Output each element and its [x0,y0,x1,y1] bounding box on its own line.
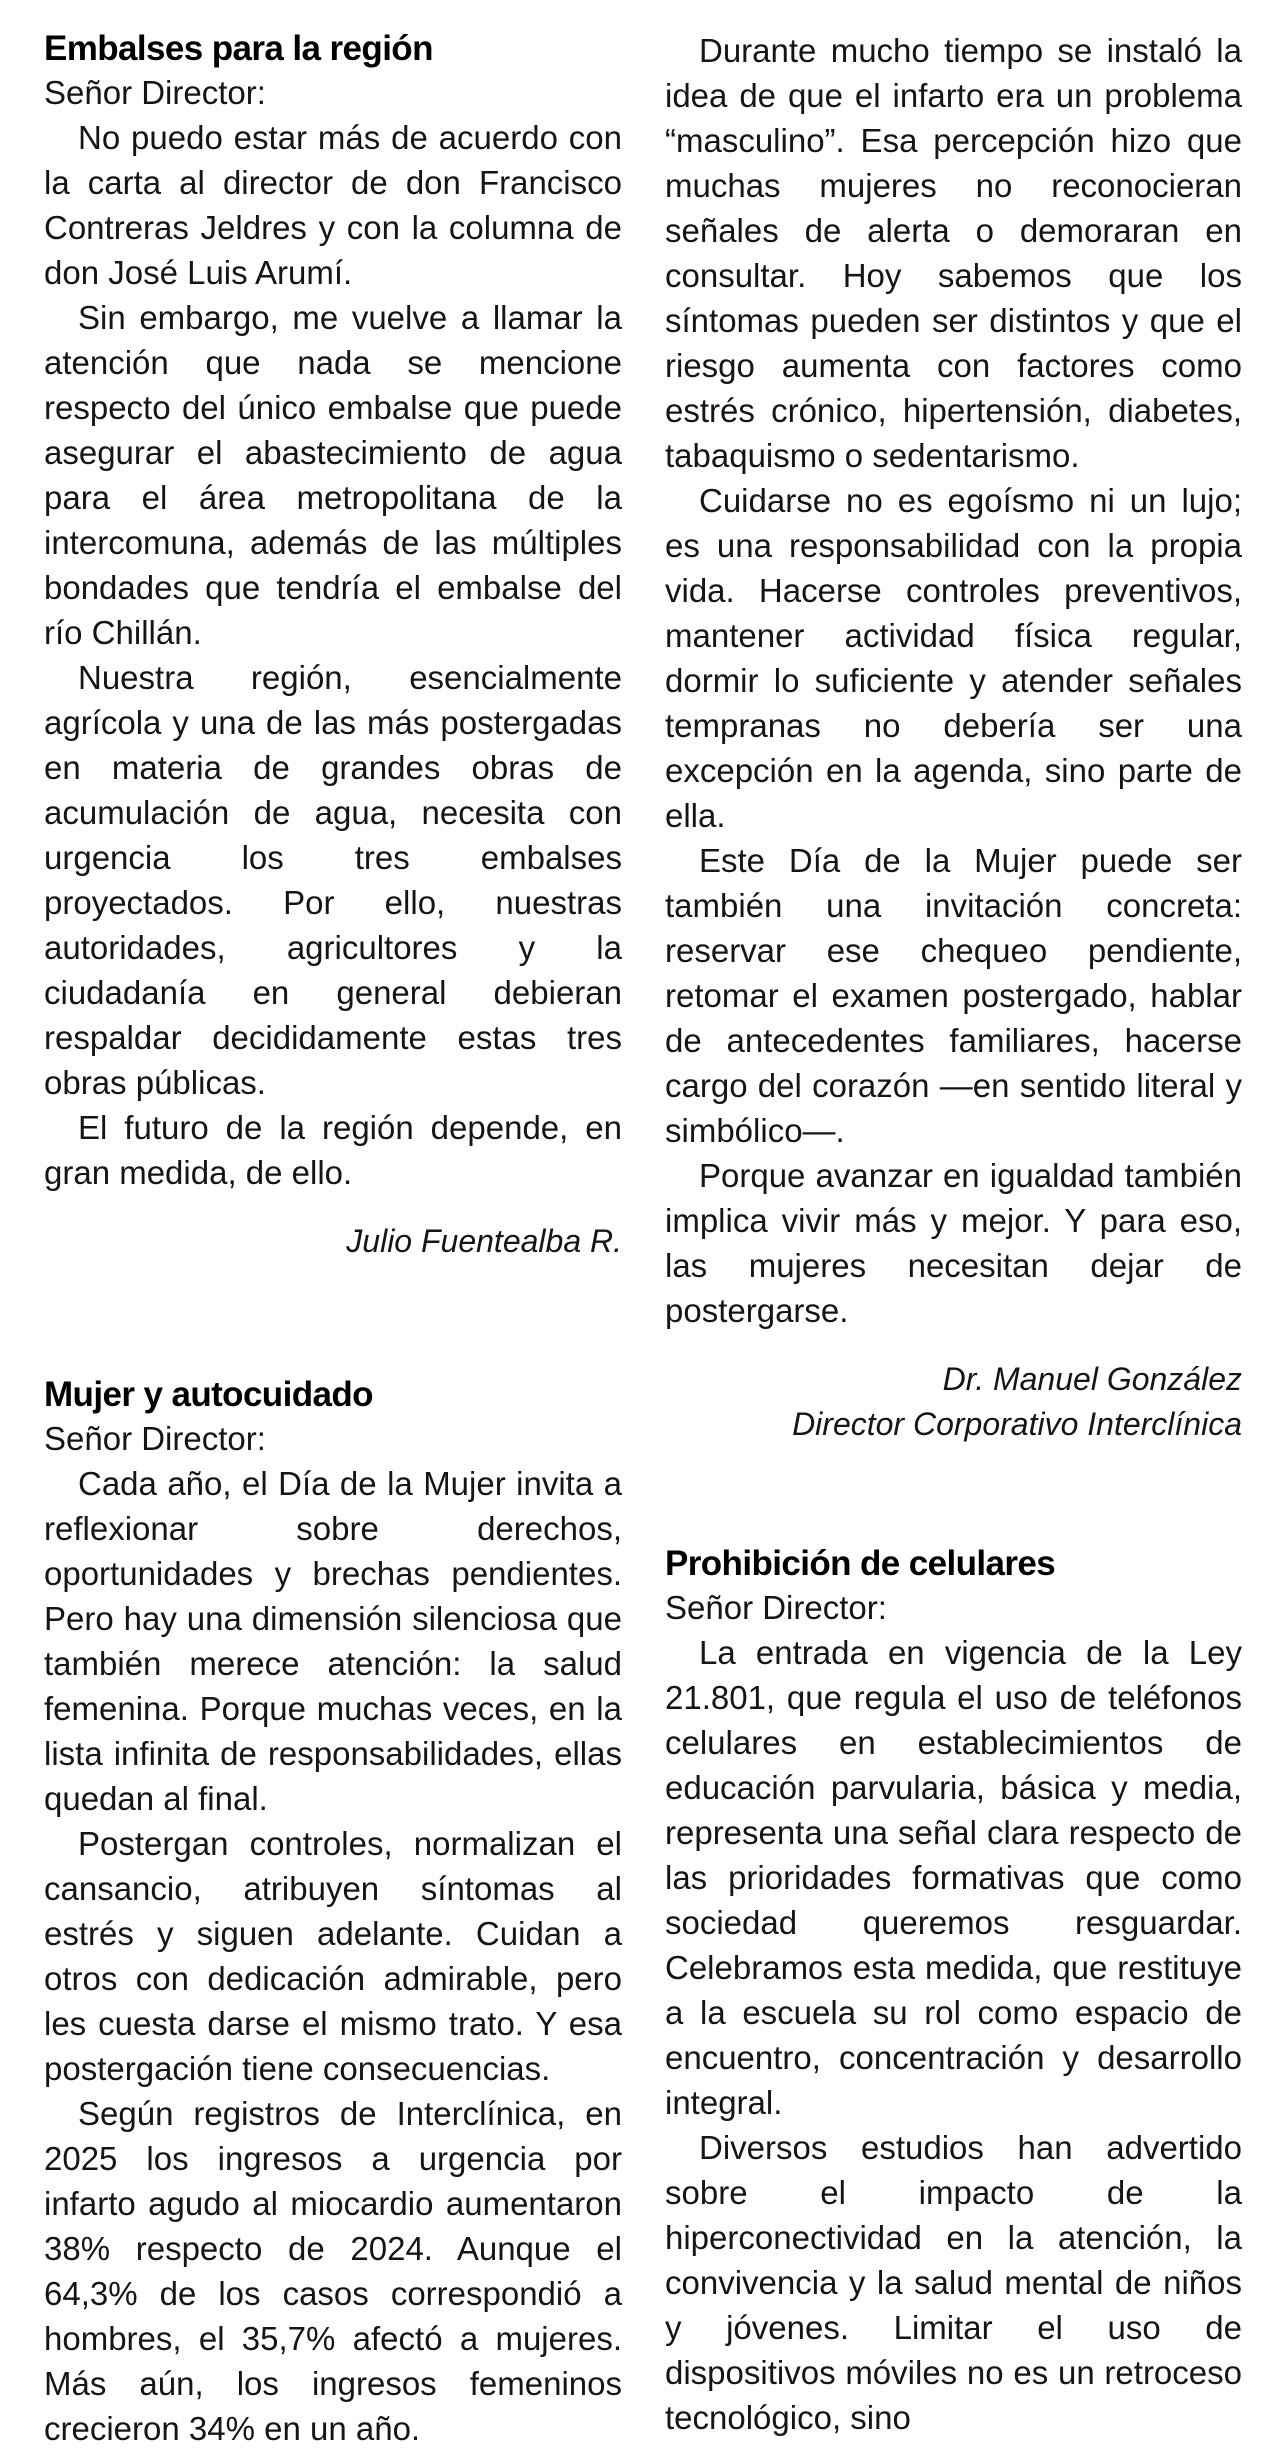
letter-paragraph: Según registros de Interclínica, en 2025 los ingresos a urgencia por infarto agudo al miocardio aumentaron 38% respecto de 2024. Aunque el 64,3% de los casos correspondió a hombres, el 35,7% afectó a mujeres. Más aún, los ingresos femeninos crecieron 34% en un año. [44,2095,622,2447]
letter-paragraph: Diversos estudios han advertido sobre el impacto de la hiperconectividad en la atención, la convivencia y la salud mental de niños y jóvenes. Limitar el uso de dispositivos móviles no es un retroceso tecnológico, sino [665,2129,1242,2436]
letter-embalses [44,28,622,1264]
letter-prohibicion-celulares [665,1543,1242,2440]
letter-paragraph: La entrada en vigencia de la Ley 21.801, que regula el uso de teléfonos celulares en establecimientos de educación parvularia, básica y media, representa una señal clara respecto de las prioridades formativas que como sociedad queremos resguardar. Celebramos esta medida, que restituye a la escuela su rol como espacio de encuentro, concentración y desarrollo integral. [665,1634,1242,2121]
letter-salutation: Señor Director: [44,1420,266,1457]
letter-salutation: Señor Director: [665,1589,887,1626]
letter-signature-name: Julio Fuentealba R. [346,1223,622,1259]
letter-salutation: Señor Director: [44,74,266,111]
letter-paragraph: Sin embargo, me vuelve a llamar la atención que nada se mencione respecto del único embalse que puede asegurar el abastecimiento de agua para el área metropolitana de la intercomuna, además de las múltiples bondades que tendría el embalse del río Chillán. [44,299,622,651]
letter-paragraph: Porque avanzar en igualdad también implica vivir más y mejor. Y para eso, las mujeres necesitan dejar de postergarse. [665,1157,1242,1329]
letter-signature-title: Director Corporativo Interclínica [792,1406,1242,1442]
right-column [665,28,1242,2440]
letter-headline: Prohibición de celulares [665,1544,1056,1583]
letter-paragraph: Cada año, el Día de la Mujer invita a reflexionar sobre derechos, oportunidades y brechas pendientes. Pero hay una dimensión silenciosa que también merece atención: la salud femenina. Porque muchas veces, en la lista infinita de responsabilidades, ellas quedan al final. [44,1465,622,1817]
letter-mujer-autocuidado-continued [665,28,1242,1447]
letter-paragraph: El futuro de la región depende, en gran medida, de ello. [44,1109,622,1191]
letter-paragraph: Este Día de la Mujer puede ser también una invitación concreta: reservar ese chequeo pendiente, retomar el examen postergado, hablar de antecedentes familiares, hacerse cargo del corazón —en sentido literal y simbólico—. [665,842,1242,1149]
letter-signature-name: Dr. Manuel González [942,1361,1242,1397]
left-column [44,28,622,2451]
letter-headline: Mujer y autocuidado [44,1375,373,1414]
letter-paragraph: No puedo estar más de acuerdo con la carta al director de don Francisco Contreras Jeldres y con la columna de don José Luis Arumí. [44,119,622,291]
letter-paragraph: Durante mucho tiempo se instaló la idea de que el infarto era un problema “masculino”. Esa percepción hizo que muchas mujeres no reconocieran señales de alerta o demoraran en consultar. Hoy sabemos que los síntomas pueden ser distintos y que el riesgo aumenta con factores como estrés crónico, hipertensión, diabetes, tabaquismo o sedentarismo. [665,32,1242,474]
letter-paragraph: Nuestra región, esencialmente agrícola y una de las más postergadas en materia de grandes obras de acumulación de agua, necesita con urgencia los tres embalses proyectados. Por ello, nuestras autoridades, agricultores y la ciudadanía en general debieran respaldar decididamente estas tres obras públicas. [44,659,622,1101]
letter-paragraph: Cuidarse no es egoísmo ni un lujo; es una responsabilidad con la propia vida. Hacerse controles preventivos, mantener actividad física regular, dormir lo suficiente y atender señales tempranas no debería ser una excepción en la agenda, sino parte de ella. [665,482,1242,834]
letter-mujer-autocuidado [44,1374,622,2451]
letter-headline: Embalses para la región [44,29,433,68]
letter-paragraph: Postergan controles, normalizan el cansancio, atribuyen síntomas al estrés y siguen adelante. Cuidan a otros con dedicación admirable, pero les cuesta darse el mismo trato. Y esa postergación tiene consecuencias. [44,1825,622,2087]
